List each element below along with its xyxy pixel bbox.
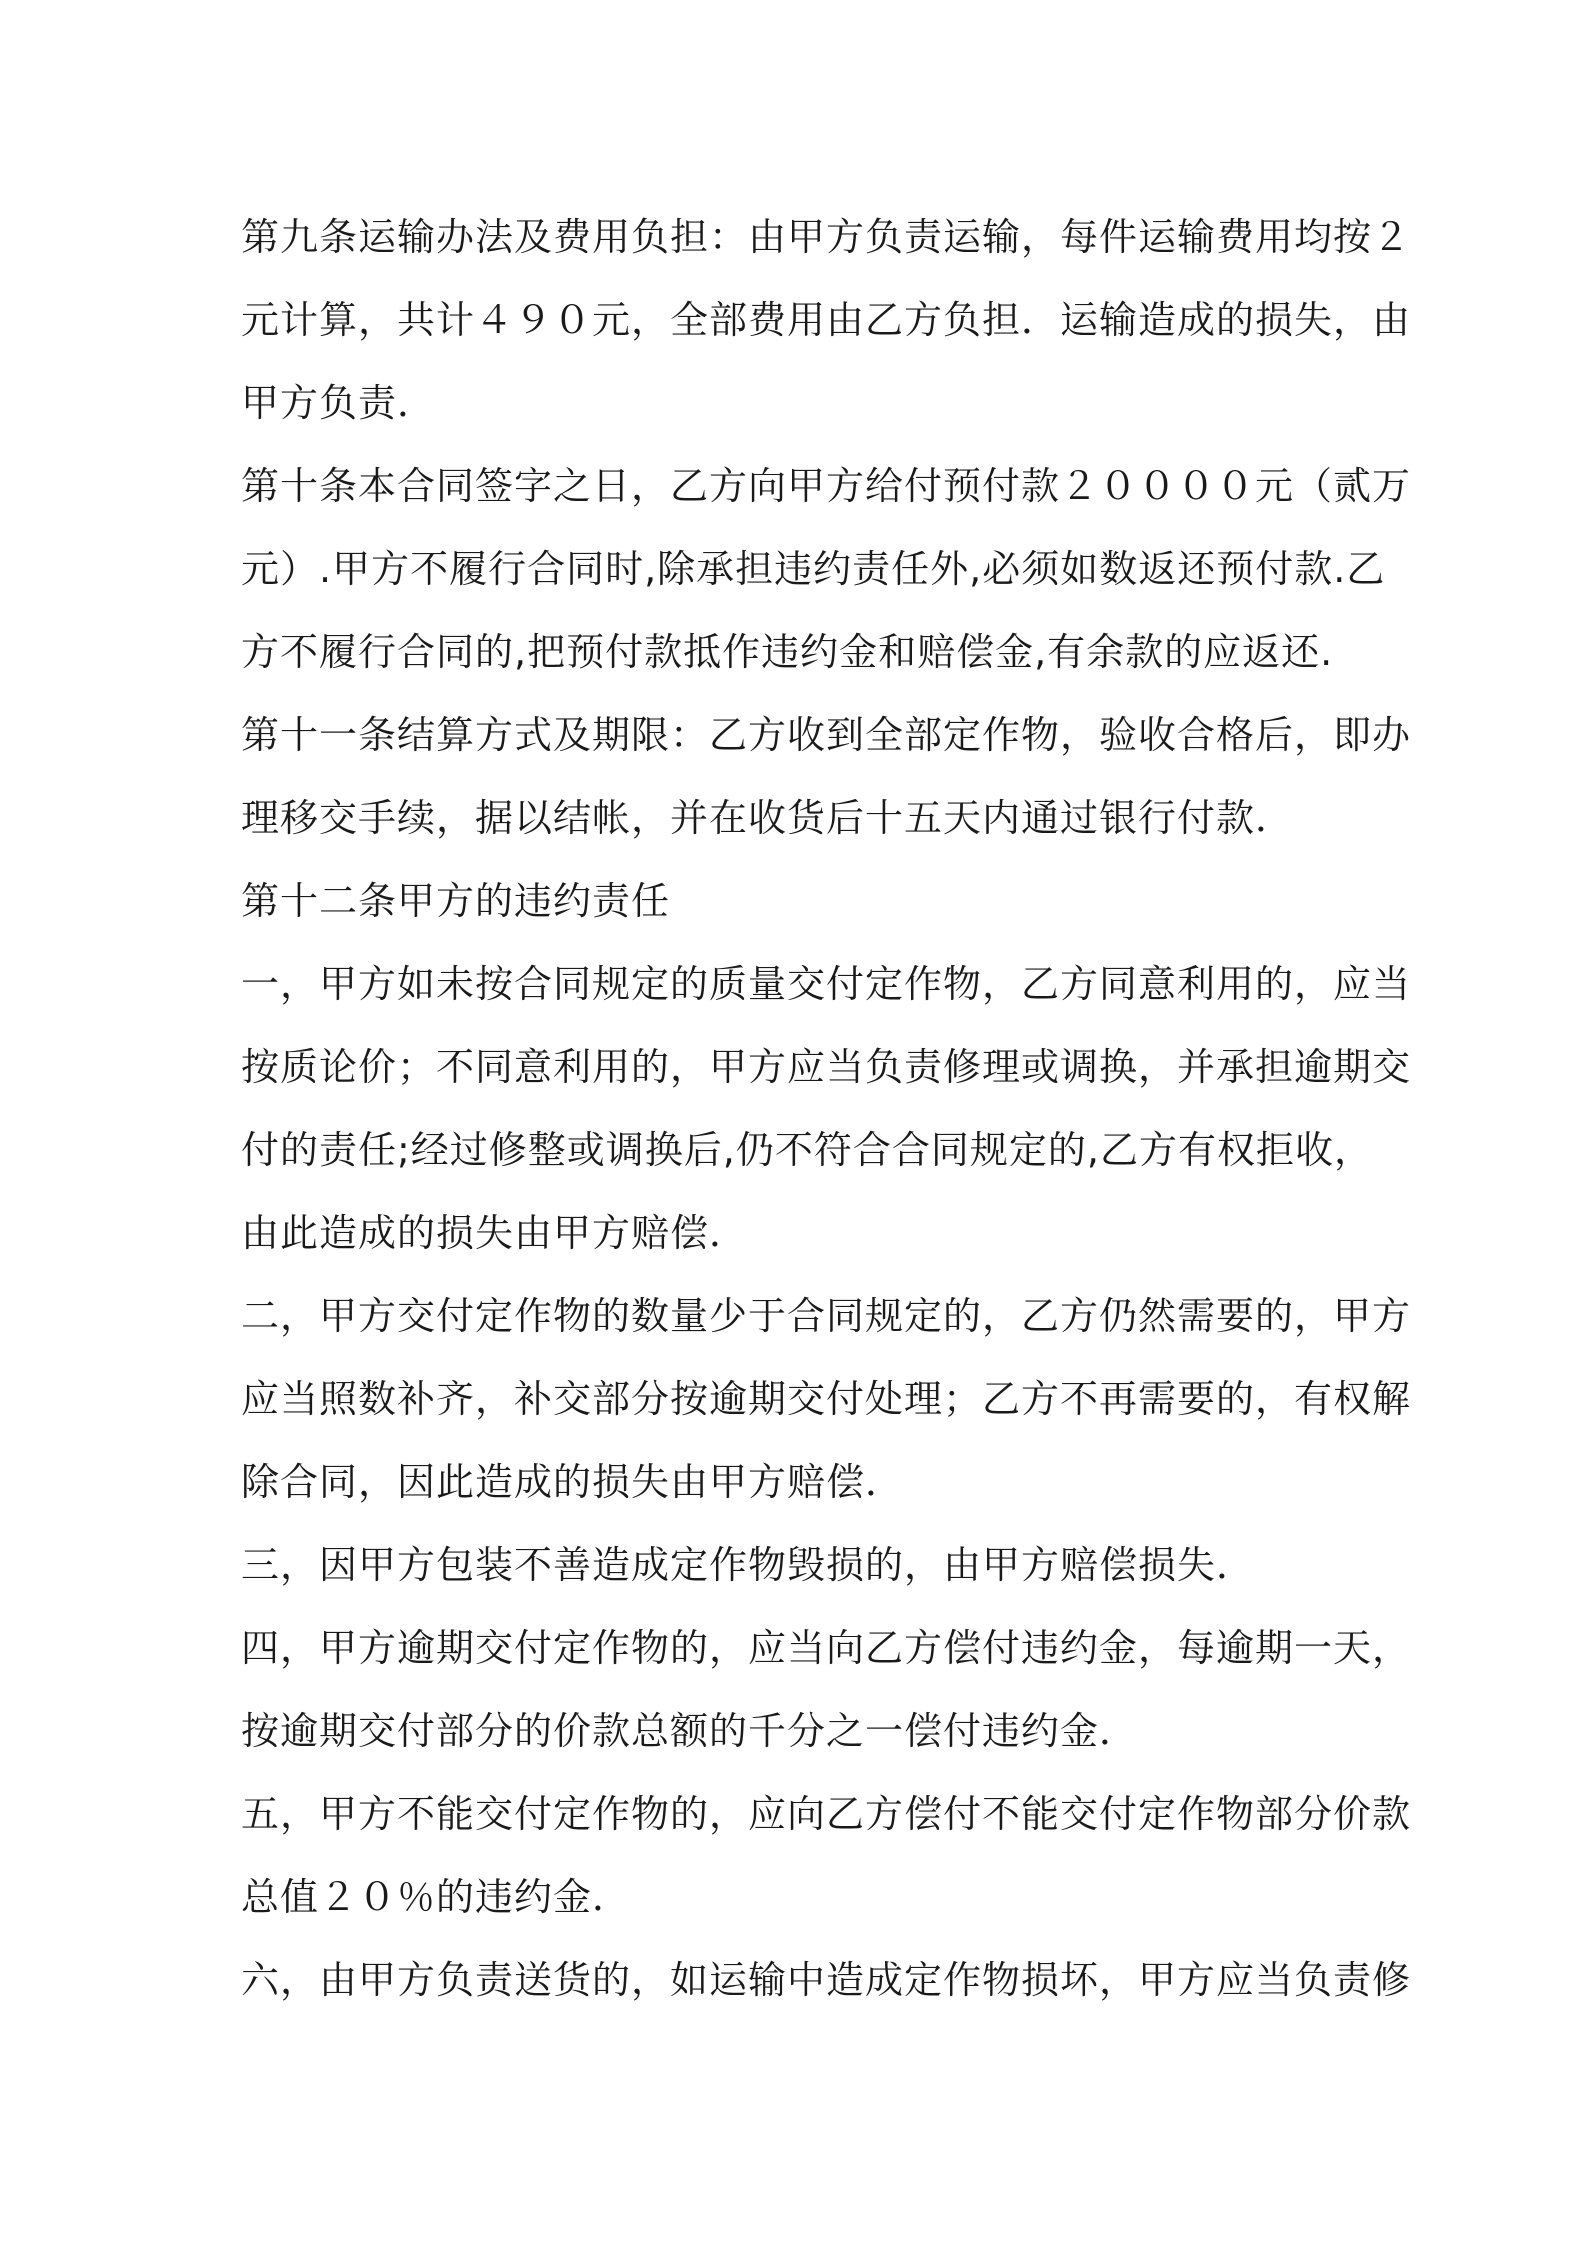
text-line-clause-5-part2: 总值２０％的违约金．	[241, 1875, 632, 1919]
text-line-clause-1-part4: 由此造成的损失由甲方赔偿．	[241, 1211, 749, 1255]
text-line-article-10-part1: 第十条本合同签字之日，乙方向甲方给付预付款２００００元（贰万	[241, 464, 1412, 508]
text-line-clause-1-part2: 按质论价；不同意利用的，甲方应当负责修理或调换，并承担逾期交	[241, 1045, 1412, 1089]
text-line-article-10-part2: 元）.甲方不履行合同时,除承担违约责任外,必须如数返还预付款.乙	[241, 547, 1386, 591]
text-line-article-11-part2: 理移交手续，据以结帐，并在收货后十五天内通过银行付款．	[241, 796, 1295, 840]
text-line-clause-6-part1: 六，由甲方负责送货的，如运输中造成定作物损坏，甲方应当负责修	[241, 1958, 1412, 2002]
text-line-clause-4-part2: 按逾期交付部分的价款总额的千分之一偿付违约金．	[241, 1709, 1139, 1753]
text-line-clause-3: 三，因甲方包装不善造成定作物毁损的，由甲方赔偿损失．	[241, 1543, 1256, 1587]
text-line-article-9-part2: 元计算，共计４９０元，全部费用由乙方负担．运输造成的损失，由	[241, 298, 1412, 342]
text-line-article-11-part1: 第十一条结算方式及期限：乙方收到全部定作物，验收合格后，即办	[241, 713, 1412, 757]
text-line-article-9-part3: 甲方负责．	[241, 381, 437, 425]
text-line-article-10-part3: 方不履行合同的,把预付款抵作违约金和赔偿金,有余款的应返还.	[241, 630, 1334, 674]
text-line-article-9-part1: 第九条运输办法及费用负担：由甲方负责运输，每件运输费用均按２	[241, 215, 1412, 259]
text-line-clause-2-part2: 应当照数补齐，补交部分按逾期交付处理；乙方不再需要的，有权解	[241, 1377, 1412, 1421]
section-heading-article-12: 第十二条甲方的违约责任	[241, 879, 671, 923]
text-line-clause-1-part3: 付的责任;经过修整或调换后,仍不符合合同规定的,乙方有权拒收，	[241, 1128, 1373, 1172]
text-line-clause-2-part1: 二，甲方交付定作物的数量少于合同规定的，乙方仍然需要的，甲方	[241, 1294, 1412, 1338]
contract-text-body	[241, 196, 1412, 2022]
text-line-clause-2-part3: 除合同，因此造成的损失由甲方赔偿．	[241, 1460, 905, 1504]
text-line-clause-1-part1: 一，甲方如未按合同规定的质量交付定作物，乙方同意利用的，应当	[241, 962, 1412, 1006]
text-line-clause-4-part1: 四，甲方逾期交付定作物的，应当向乙方偿付违约金，每逾期一天，	[241, 1626, 1412, 1670]
text-line-clause-5-part1: 五，甲方不能交付定作物的，应向乙方偿付不能交付定作物部分价款	[241, 1792, 1412, 1836]
